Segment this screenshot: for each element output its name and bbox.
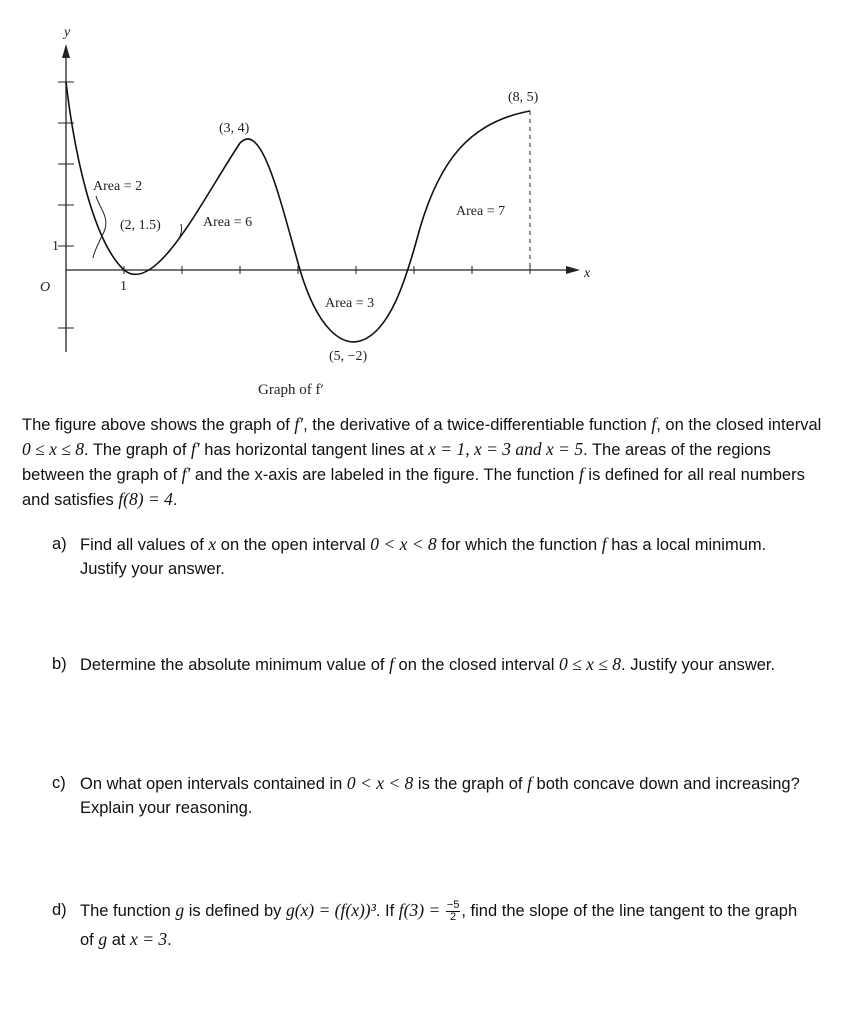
y-tick-label-1: 1 [52, 239, 59, 254]
y-axis-arrow [62, 44, 70, 58]
area-pointer-2 [93, 196, 106, 258]
question-c [52, 771, 812, 820]
graph-of-f-prime [0, 0, 843, 400]
area-label-3: Area = 3 [325, 296, 375, 311]
question-d-text: The function g is defined by g(x) = (f(x))³. If f(3) = $\frac{-5}{2}$ , find the slope of the line tangent to the graph of g at x = 3. [80, 899, 798, 949]
question-b-text: Determine the absolute minimum value of f on the closed interval 0 ≤ x ≤ 8. Justify your answer. [80, 654, 776, 674]
area-label-7: Area = 7 [456, 204, 506, 219]
question-d-label: d) [52, 901, 67, 919]
fraction-neg5-over-2: $\frac{-5}{2}$ [446, 899, 460, 924]
x-tick-label-1: 1 [120, 279, 127, 294]
point-pointer-2-1-5 [178, 224, 182, 240]
point-label-2-1-5: (2, 1.5) [120, 218, 161, 233]
point-label-5-neg2: (5, −2) [329, 349, 368, 364]
question-b [52, 652, 812, 677]
origin-label: O [40, 280, 51, 295]
y-axis-label: y [64, 25, 71, 40]
question-a-text: Find all values of x on the open interval 0 < x < 8 for which the function f has a local minimum. Justify your answer. [80, 534, 767, 578]
area-label-6: Area = 6 [203, 215, 253, 230]
question-c-label: c) [52, 774, 66, 792]
question-d [52, 896, 812, 954]
point-label-8-5: (8, 5) [508, 90, 539, 105]
area-label-2: Area = 2 [93, 179, 143, 194]
x-axis-arrow [566, 266, 580, 274]
question-a [52, 532, 812, 581]
question-a-label: a) [52, 535, 67, 553]
question-c-text: On what open intervals contained in 0 < x < 8 is the graph of f both concave down and increasing? Explain your reasoning. [80, 773, 800, 817]
graph-caption: Graph of f′ [258, 382, 324, 398]
question-b-label: b) [52, 655, 67, 673]
problem-intro: The figure above shows the graph of f′, the derivative of a twice-differentiable function f, on the closed interval 0 ≤ x ≤ 8. The graph of f′ has horizontal tangent lines at x = 1, x = 3 and x = 5. The areas of the regions between the graph of f′ and the x-axis are labeled in the figure. The function f is defined for all real numbers and satisfies f(8) = 4. [22, 414, 822, 509]
point-label-3-4: (3, 4) [219, 121, 250, 136]
x-axis-label: x [584, 266, 591, 281]
